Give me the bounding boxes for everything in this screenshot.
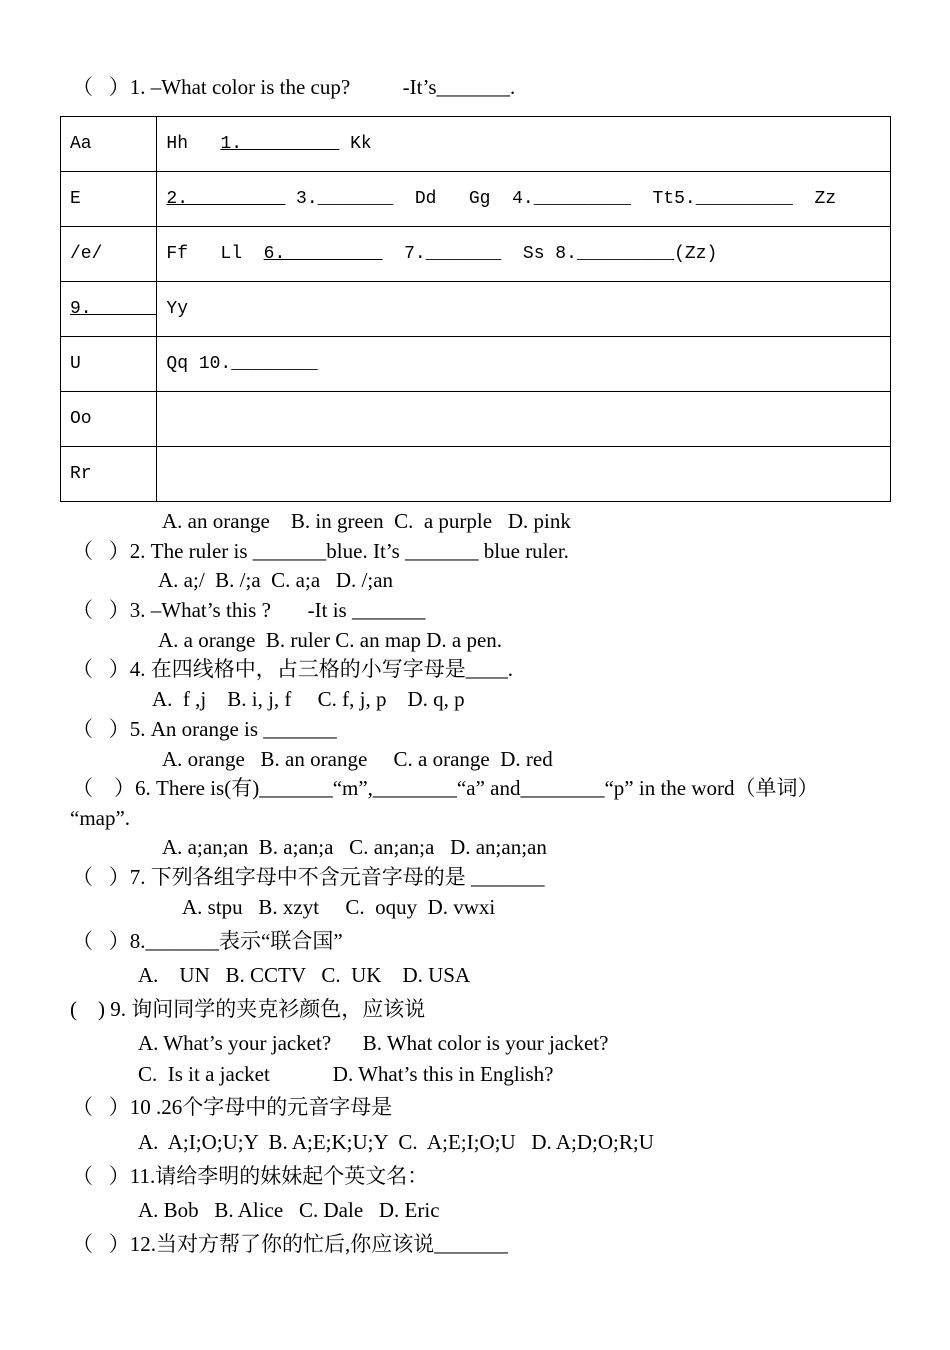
table-cell-group: /e/ [61,227,157,282]
table-cell-letters: Qq 10.________ [157,337,891,392]
table-cell-group: U [61,337,157,392]
question-6-stem-continued: “map”. [70,806,131,830]
table-cell-letters [157,447,891,502]
question-9-stem: ( ) 9. 询问同学的夹克衫颜色，应该说 [70,997,426,1021]
table-row [61,447,891,502]
question-8-stem: （ ）8._______表示“联合国” [72,929,343,953]
answer-blank[interactable]: 2._________ [166,189,286,209]
question-11-stem: （ ）11.请给李明的妹妹起个英文名： [72,1164,429,1188]
table-cell-letters: 2._________ 3._______ Dd Gg 4._________ Tt5._________ Zz [157,172,891,227]
question-7-options: A. stpu B. xzyt C. oquy D. vwxi [182,895,496,919]
question-11-options: A. Bob B. Alice C. Dale D. Eric [138,1198,440,1222]
question-4-options: A. f ,j B. i, j, f C. f, j, p D. q, p [152,687,465,711]
question-6-options: A. a;an;an B. a;an;a C. an;an;a D. an;an;an [162,835,547,859]
table-cell-group: Rr [61,447,157,502]
table-cell-letters: Ff Ll 6._________ 7._______ Ss 8._________(Zz) [157,227,891,282]
table-row [61,337,891,392]
question-5-stem: （ ）5. An orange is _______ [72,717,337,741]
question-9-options-ab: A. What’s your jacket? B. What color is your jacket? [138,1031,609,1055]
question-6-stem: （ ）6. There is(有)_______“m”,________“a” and________“p” in the word（单词） [72,776,819,800]
table-cell-letters: Hh 1._________ Kk [157,117,891,172]
table-row [61,172,891,227]
question-4-stem: （ ）4. 在四线格中，占三格的小写字母是____. [72,657,513,681]
table-cell-group: Oo [61,392,157,447]
answer-blank[interactable]: 1._________ [220,134,340,154]
question-2-stem: （ ）2. The ruler is _______blue. It’s _______ blue ruler. [72,539,569,563]
table-cell-letters [157,392,891,447]
table-row [61,282,891,337]
table-cell-letters: Yy [157,282,891,337]
question-7-stem: （ ）7. 下列各组字母中不含元音字母的是 _______ [72,865,545,889]
question-3-stem: （ ）3. –What’s this ? -It is _______ [72,598,426,622]
question-1-options: A. an orange B. in green C. a purple D. pink [162,509,571,533]
question-8-options: A. UN B. CCTV C. UK D. USA [138,963,471,987]
question-1-stem: （ ）1. –What color is the cup? -It’s_______. [72,75,516,99]
letter-grouping-table [60,116,891,502]
table-row [61,227,891,282]
question-3-options: A. a orange B. ruler C. an map D. a pen. [158,628,503,652]
table-row [61,392,891,447]
question-10-options: A. A;I;O;U;Y B. A;E;K;U;Y C. A;E;I;O;U D. A;D;O;R;U [138,1130,654,1154]
table-cell-group: E [61,172,157,227]
question-9-options-cd: C. Is it a jacket D. What’s this in English? [138,1062,554,1086]
table-cell-group: Aa [61,117,157,172]
question-2-options: A. a;/ B. /;a C. a;a D. /;an [158,568,394,592]
question-12-stem: （ ）12.当对方帮了你的忙后,你应该说_______ [72,1232,508,1256]
table-cell-group[interactable]: 9.______ [61,282,157,337]
question-5-options: A. orange B. an orange C. a orange D. red [162,747,553,771]
answer-blank[interactable]: 6._________ [263,244,383,264]
question-10-stem: （ ）10 .26个字母中的元音字母是 [72,1095,393,1119]
table-row [61,117,891,172]
